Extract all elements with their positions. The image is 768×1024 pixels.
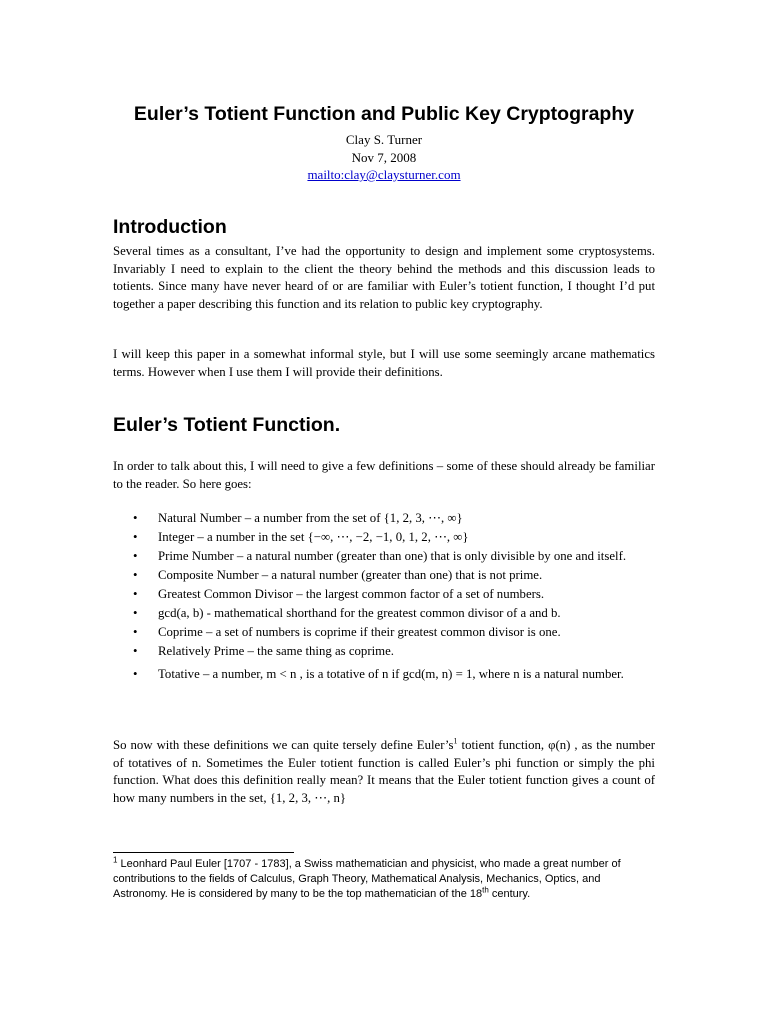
list-item <box>113 643 655 660</box>
definition-text: Totative – a number, m < n , is a totative of n if gcd(m, n) = 1, where n is a natural number. <box>158 667 624 681</box>
paragraph-text: So now with these definitions we can quite tersely define Euler’s <box>113 738 454 752</box>
totient-paragraph-2 <box>113 737 655 807</box>
definition-text: Prime Number – a natural number (greater than one) that is only divisible by one and itself. <box>158 549 627 563</box>
intro-paragraph-2: I will keep this paper in a somewhat informal style, but I will use some seemingly arcane mathematics terms. However when I use them I will provide their definitions. <box>113 347 655 379</box>
totient-paragraph-1: In order to talk about this, I will need to give a few definitions – some of these should already be familiar to the reader. So here goes: <box>113 459 655 491</box>
bullet-icon: • <box>133 625 138 639</box>
list-item <box>113 529 655 546</box>
bullet-icon: • <box>133 667 138 681</box>
bullet-icon: • <box>133 530 138 544</box>
list-item <box>113 664 655 684</box>
email-link-line <box>0 167 768 183</box>
list-item <box>113 548 655 565</box>
bullet-icon: • <box>133 511 138 525</box>
footnote <box>113 857 633 901</box>
document-title: Euler’s Totient Function and Public Key Cryptography <box>133 103 635 125</box>
list-item <box>113 586 655 603</box>
totient-heading: Euler’s Totient Function. <box>113 414 341 436</box>
footnote-text: Leonhard Paul Euler [1707 - 1783], a Swiss mathematician and physicist, who made a great number of contributions to the fields of Calculus, Graph Theory, Mathematical Analysis, Mechanics, Optics, and Astronomy. He is considered by many to be the top mathematician of the 18 <box>113 858 621 900</box>
definition-text: Natural Number – a number from the set of {1, 2, 3, ⋯, ∞} <box>158 511 463 525</box>
definition-text: Coprime – a set of numbers is coprime if their greatest common divisor is one. <box>158 625 561 639</box>
ordinal-suffix: th <box>482 884 489 894</box>
bullet-icon: • <box>133 549 138 563</box>
list-item <box>113 605 655 622</box>
bullet-icon: • <box>133 606 138 620</box>
definition-text: Relatively Prime – the same thing as coprime. <box>158 644 394 658</box>
footnote-divider <box>113 852 294 853</box>
footnote-text: century. <box>488 887 531 900</box>
document-date: Nov 7, 2008 <box>351 150 417 165</box>
paragraph-text: totient function, φ(n) , as the number of totatives of n. Sometimes the Euler totient function is called Euler’s phi function or simply the phi function. What does this definition really mean? It means that the Euler totient function gives a count of how many numbers in the set, {1, 2, 3, ⋯, n} <box>113 738 655 805</box>
author-name: Clay S. Turner <box>345 132 423 147</box>
list-item <box>113 510 655 527</box>
bullet-icon: • <box>133 644 138 658</box>
list-item <box>113 624 655 641</box>
bullet-icon: • <box>133 587 138 601</box>
introduction-heading: Introduction <box>113 216 227 238</box>
definition-text: gcd(a, b) - mathematical shorthand for the greatest common divisor of a and b. <box>158 606 561 620</box>
email-link[interactable]: mailto:clay@claysturner.com <box>307 167 461 182</box>
footnote-marker: 1 <box>113 855 118 865</box>
definition-text: Integer – a number in the set {−∞, ⋯, −2, −1, 0, 1, 2, ⋯, ∞} <box>158 530 469 544</box>
list-item <box>113 567 655 584</box>
definition-text: Greatest Common Divisor – the largest common factor of a set of numbers. <box>158 587 545 601</box>
definitions-list <box>113 510 655 686</box>
footnote-reference: 1 <box>453 736 458 746</box>
intro-paragraph-1: Several times as a consultant, I’ve had the opportunity to design and implement some cryptosystems. Invariably I need to explain to the client the theory behind the methods and this discussion leads to totients. Since many have never heard of or are familiar with Euler’s totient function, I thought I’d put together a paper describing this function and its relation to public key cryptography. <box>113 244 655 311</box>
bullet-icon: • <box>133 568 138 582</box>
definition-text: Composite Number – a natural number (greater than one) that is not prime. <box>158 568 543 582</box>
